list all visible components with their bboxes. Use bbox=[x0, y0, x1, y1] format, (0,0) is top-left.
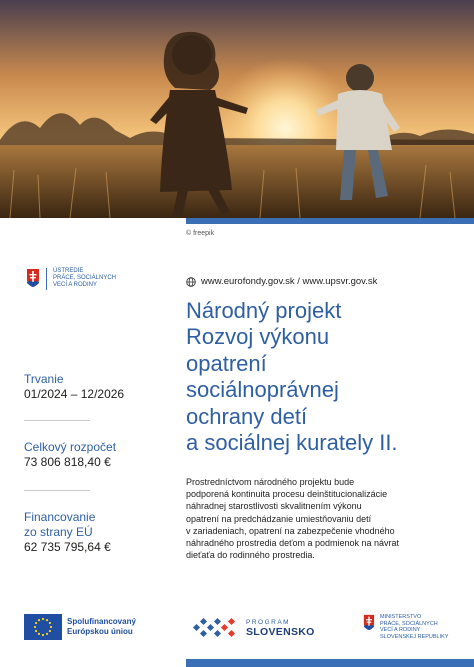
title-line: Rozvoj výkonu bbox=[186, 324, 330, 350]
description-line: podporená kontinuita procesu deinštitucionalizácie bbox=[186, 489, 388, 500]
duration-value: 01/2024 – 12/2026 bbox=[24, 387, 125, 401]
slovak-emblem-icon bbox=[363, 614, 375, 631]
budget-block bbox=[24, 440, 116, 470]
eu-line: Spolufinancovaný bbox=[67, 617, 136, 626]
description-line: v zariadeniach, opatrení na zabezpečenie vhodného bbox=[186, 525, 395, 536]
details-divider bbox=[24, 420, 90, 421]
ministry-logo bbox=[363, 614, 470, 640]
project-description bbox=[186, 476, 458, 561]
accent-bar-top bbox=[186, 218, 474, 224]
description-line: náhradnej starostlivosti skvalitnením výkonu bbox=[186, 501, 362, 512]
program-line: PROGRAM bbox=[246, 618, 291, 626]
logo-divider bbox=[46, 268, 47, 290]
photo-credit: © freepik bbox=[186, 230, 215, 237]
website-urls[interactable]: www.eurofondy.gov.sk / www.upsvr.gov.sk bbox=[201, 276, 378, 287]
details-divider bbox=[24, 490, 90, 491]
title-line: ochrany detí bbox=[186, 403, 308, 429]
ministry-line: VECÍ A RODINY bbox=[380, 627, 421, 633]
upsvr-line: PRÁCE, SOCIÁLNYCH bbox=[53, 275, 117, 281]
eu-funding-label: Financovanie bbox=[24, 510, 96, 524]
duration-block bbox=[24, 372, 124, 402]
upsvr-line: ÚSTREDIE bbox=[53, 268, 84, 274]
ministry-text bbox=[380, 614, 470, 640]
title-line: a sociálnej kurately II. bbox=[186, 430, 398, 456]
eu-flag-icon bbox=[24, 614, 62, 640]
description-line: Prostredníctvom národného projektu bude bbox=[186, 477, 355, 487]
slovak-emblem-icon bbox=[26, 268, 40, 288]
eu-line: Európskou úniou bbox=[67, 627, 133, 636]
ministry-line: MINISTERSTVO bbox=[380, 614, 422, 620]
description-line: náhradného prostredia deťom a podmienok na návrat bbox=[186, 538, 400, 549]
title-line: Národný projekt bbox=[186, 298, 342, 323]
eu-funding-label: zo strany EÚ bbox=[24, 525, 93, 539]
ministry-line: PRÁCE, SOCIÁLNYCH bbox=[380, 620, 438, 627]
eu-funding-block bbox=[24, 510, 111, 555]
title-line: sociálnoprávnej bbox=[186, 377, 339, 403]
title-line: opatrení bbox=[186, 350, 267, 376]
website-links bbox=[186, 276, 377, 287]
hero-photo bbox=[0, 0, 474, 218]
globe-icon bbox=[186, 277, 196, 287]
program-slovensko-text bbox=[246, 619, 315, 638]
duration-label: Trvanie bbox=[24, 372, 64, 386]
eu-cofunded-text bbox=[67, 617, 136, 637]
upsvr-line: VECÍ A RODINY bbox=[53, 282, 98, 288]
upsvr-logo-text bbox=[53, 268, 133, 289]
project-title bbox=[186, 298, 466, 456]
budget-label: Celkový rozpočet bbox=[24, 440, 117, 454]
eu-cofunded-logo bbox=[24, 614, 136, 640]
program-slovensko-logo bbox=[192, 616, 315, 640]
upsvr-logo bbox=[26, 268, 133, 290]
program-slovensko-mark-icon bbox=[192, 616, 240, 640]
program-line: SLOVENSKO bbox=[246, 625, 315, 638]
ministry-line: SLOVENSKEJ REPUBLIKY bbox=[380, 633, 449, 640]
budget-value: 73 806 818,40 € bbox=[24, 455, 111, 469]
hero-illustration bbox=[0, 0, 474, 218]
description-line: dieťaťa do rodinného prostredia. bbox=[186, 550, 315, 561]
description-line: opatrení na predchádzanie umiestňovaniu detí bbox=[186, 513, 372, 524]
accent-bar-bottom bbox=[186, 659, 474, 667]
eu-funding-value: 62 735 795,64 € bbox=[24, 540, 111, 554]
